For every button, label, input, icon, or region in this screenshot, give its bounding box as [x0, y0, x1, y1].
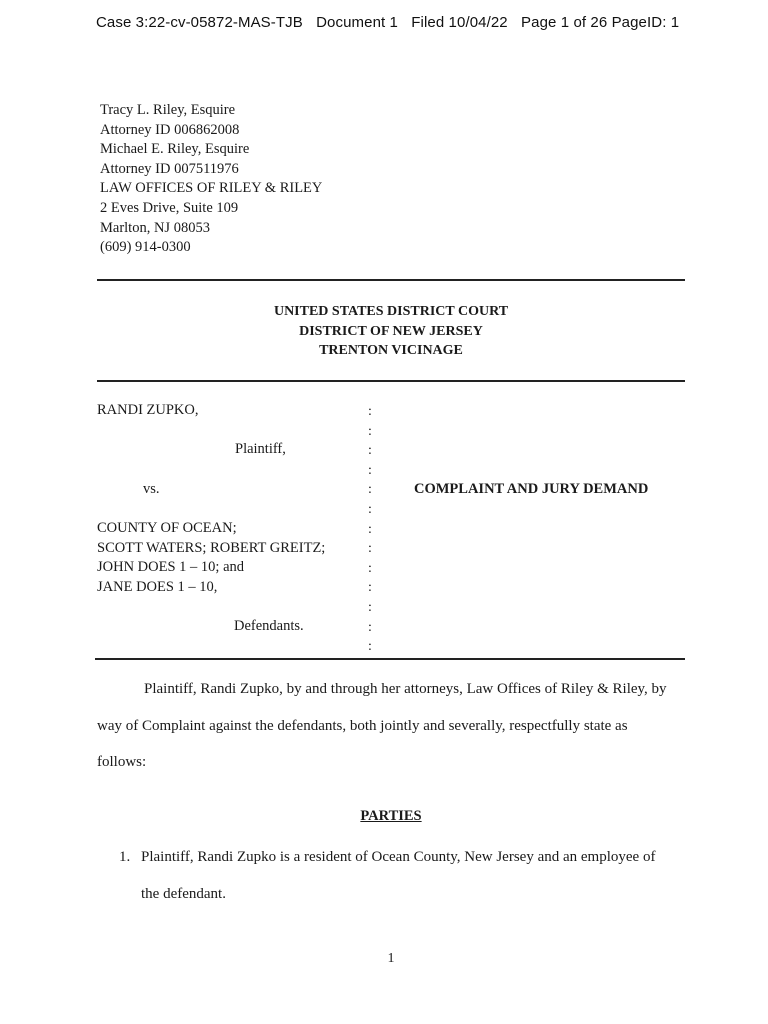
defendant-line: JANE DOES 1 – 10,	[97, 578, 218, 595]
defendant-line: SCOTT WATERS; ROBERT GREITZ;	[97, 539, 326, 556]
document-number: Document 1	[316, 14, 398, 31]
caption-colon: :	[368, 560, 372, 576]
versus-label: vs.	[143, 481, 160, 497]
caption-colon: :	[368, 423, 372, 439]
defendant-line: JOHN DOES 1 – 10; and	[97, 559, 245, 576]
divider-caption-top	[97, 380, 685, 382]
filed-date: Filed 10/04/22	[411, 14, 508, 31]
plaintiff-name: RANDI ZUPKO,	[97, 402, 199, 418]
attorney-line: LAW OFFICES OF RILEY & RILEY	[100, 180, 323, 197]
intro-line: follows:	[97, 754, 147, 770]
plaintiff-label: Plaintiff,	[235, 441, 286, 457]
caption-colon: :	[368, 580, 372, 596]
defendant-line: COUNTY OF OCEAN;	[97, 520, 237, 536]
defendants-label: Defendants.	[234, 618, 304, 634]
caption-colon: :	[368, 521, 372, 537]
divider-top	[97, 279, 685, 281]
attorney-block	[100, 101, 322, 258]
paragraph-number: 1.	[119, 849, 131, 865]
attorney-line: 2 Eves Drive, Suite 109	[100, 199, 239, 216]
attorney-line: Attorney ID 006862008	[100, 121, 240, 138]
caption-colon-column	[368, 402, 372, 657]
court-district: DISTRICT OF NEW JERSEY	[299, 323, 483, 339]
caption-colon: :	[368, 443, 372, 459]
caption-colon: :	[368, 599, 372, 615]
paragraph-line: the defendant.	[141, 886, 226, 902]
caption-colon: :	[368, 462, 372, 478]
intro-line: way of Complaint against the defendants, both jointly and severally, respectfully state as	[97, 718, 628, 734]
paragraph-line: Plaintiff, Randi Zupko is a resident of Ocean County, New Jersey and an employee of	[141, 849, 656, 865]
attorney-line: (609) 914-0300	[100, 239, 191, 256]
attorney-line: Marlton, NJ 08053	[100, 219, 210, 236]
caption-colon: :	[368, 639, 372, 655]
defendants-list	[97, 519, 325, 597]
court-heading	[97, 302, 685, 361]
case-number: Case 3:22-cv-05872-MAS-TJB	[96, 14, 303, 31]
caption-colon: :	[368, 404, 372, 419]
caption-colon: :	[368, 501, 372, 517]
court-vicinage: TRENTON VICINAGE	[319, 343, 463, 358]
ecf-header	[96, 14, 688, 31]
caption-colon: :	[368, 482, 372, 498]
divider-caption-bottom	[95, 658, 685, 660]
page-info: Page 1 of 26 PageID: 1	[521, 14, 680, 31]
caption-colon: :	[368, 619, 372, 635]
intro-line: Plaintiff, Randi Zupko, by and through her attorneys, Law Offices of Riley & Riley, by	[144, 681, 667, 697]
document-title: COMPLAINT AND JURY DEMAND	[414, 481, 649, 497]
caption-colon: :	[368, 541, 372, 557]
page-number: 1	[387, 951, 395, 966]
court-name: UNITED STATES DISTRICT COURT	[273, 304, 509, 319]
attorney-line: Attorney ID 007511976	[100, 160, 239, 177]
section-heading-parties: PARTIES	[360, 808, 422, 824]
attorney-line: Tracy L. Riley, Esquire	[100, 102, 236, 118]
attorney-line: Michael E. Riley, Esquire	[100, 141, 250, 158]
